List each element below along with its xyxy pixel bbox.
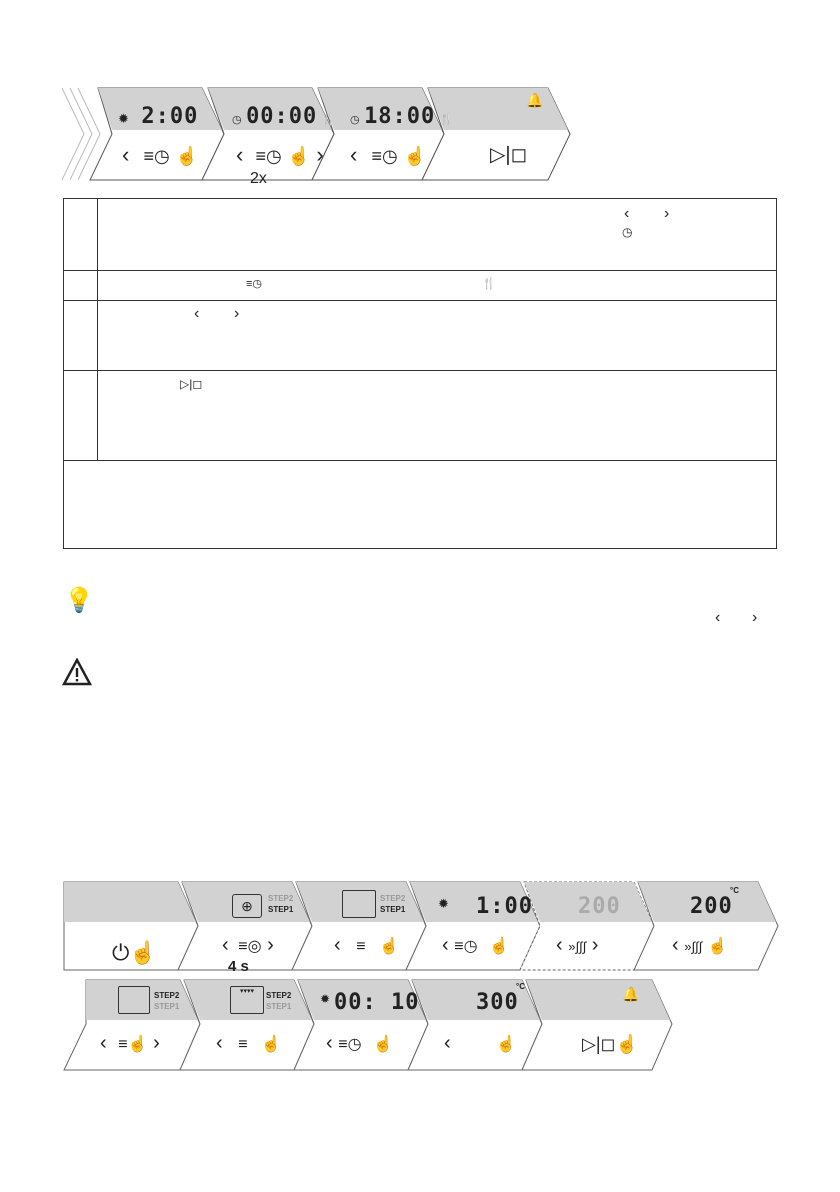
heat-controls — [556, 934, 598, 957]
timer-controls — [442, 934, 509, 957]
step2-label: STEP2 — [380, 894, 406, 903]
touch-hand-icon: ☝ — [373, 1036, 394, 1053]
right-arrow-icon: › — [664, 205, 670, 222]
start-stop-button[interactable]: ▷|◻☝ — [582, 1034, 638, 1054]
clock-icon: ◷ — [622, 225, 633, 239]
touch-hand-icon: ☝ — [287, 146, 311, 166]
clock-icon: ✹ — [438, 896, 449, 911]
step1-label: STEP1 — [380, 905, 406, 914]
timer-icon: ≡◷ — [246, 278, 263, 290]
step2-label: STEP2 — [266, 991, 292, 1000]
top-tile-3-controls — [350, 142, 426, 168]
temp-controls — [444, 1032, 516, 1055]
left-arrow-icon: ‹ — [624, 205, 630, 222]
time-display: 1:00 — [476, 894, 533, 919]
heat-controls — [672, 934, 728, 957]
heat-icon[interactable]: »∫∫∫ — [684, 939, 703, 954]
display-value: 2:00 — [141, 104, 199, 129]
top-sequence-strip — [60, 86, 580, 186]
timer-icon[interactable]: ≡◷ — [371, 146, 398, 166]
top-tile-2-controls — [236, 142, 324, 168]
menu-controls — [216, 1032, 281, 1055]
right-arrow-button[interactable]: › — [316, 142, 324, 167]
left-arrow-button[interactable]: ‹ — [350, 142, 358, 167]
menu-button[interactable]: ≡☝ — [118, 1036, 148, 1053]
left-arrow-button[interactable]: ‹ — [442, 934, 449, 956]
menu-controls — [334, 934, 399, 957]
clock-icon: ✹ — [118, 111, 129, 126]
left-arrow-button[interactable]: ‹ — [216, 1032, 223, 1054]
clock-icon: ◷ — [232, 114, 242, 126]
touch-hand-icon: ☝ — [403, 146, 427, 166]
menu-button[interactable]: ≡ — [238, 1036, 248, 1053]
left-arrow-button[interactable]: ‹ — [556, 934, 563, 956]
left-arrow-button[interactable]: ‹ — [672, 934, 679, 956]
left-arrow-button[interactable]: ‹ — [222, 934, 229, 956]
timer-icon[interactable]: ≡◷ — [255, 146, 282, 166]
top-tile-1-controls — [122, 142, 198, 168]
timer-icon[interactable]: ≡◷ — [454, 938, 478, 955]
display-value: 00:00 — [246, 104, 318, 129]
top-tile-1-display — [118, 104, 198, 129]
bottom-tile-10 — [408, 980, 542, 1070]
table-row — [64, 271, 777, 301]
celsius-unit: °C — [730, 886, 739, 895]
cutlery-icon: 🍴 — [439, 114, 454, 126]
top-tile-2-display — [232, 104, 335, 129]
left-arrow-button[interactable]: ‹ — [326, 1032, 333, 1054]
step2-label: STEP2 — [154, 991, 180, 1000]
step-indicator — [268, 893, 293, 915]
right-arrow-button[interactable]: › — [267, 934, 274, 956]
time-display: 00: 10 — [334, 990, 420, 1015]
oven-cavity-icon — [342, 890, 376, 918]
right-arrow-button[interactable]: › — [153, 1032, 160, 1054]
heat-icon[interactable]: »∫∫∫ — [568, 939, 587, 954]
bell-icon: 🔔 — [622, 986, 640, 1002]
oven-cavity-icon — [118, 986, 150, 1014]
step1-label: STEP1 — [268, 905, 294, 914]
chevron-decoration — [62, 88, 100, 180]
bottom-sequence-strip — [62, 880, 782, 1076]
display-value: 18:00 — [364, 104, 436, 129]
temperature-display: 200 — [690, 894, 733, 919]
step1-label: STEP1 — [266, 1002, 292, 1011]
timer-icon[interactable]: ≡◷ — [143, 146, 170, 166]
right-arrow-icon: › — [234, 305, 240, 322]
warning-icon — [62, 658, 92, 686]
hold-duration-label: 4 s — [228, 958, 249, 975]
start-stop-icon: ▷|◻ — [180, 377, 203, 391]
start-stop-button[interactable]: ▷|◻ — [490, 144, 528, 166]
step-indicator — [154, 990, 179, 1012]
touch-hand-icon: ☝ — [261, 1036, 282, 1053]
touch-hand-icon: ☝ — [379, 938, 400, 955]
press-count-label: 2x — [250, 170, 267, 187]
bell-icon: 🔔 — [526, 92, 544, 108]
left-arrow-icon: ‹ — [715, 609, 721, 626]
left-arrow-icon: ‹ — [194, 305, 200, 322]
steps-table — [63, 198, 777, 549]
left-arrow-button[interactable]: ‹ — [334, 934, 341, 956]
clock-icon: ✹ — [320, 992, 331, 1006]
table-row — [64, 301, 777, 371]
touch-hand-icon: ☝ — [707, 938, 728, 955]
left-arrow-button[interactable]: ‹ — [444, 1032, 451, 1054]
left-arrow-button[interactable]: ‹ — [122, 142, 130, 167]
step-indicator — [380, 893, 405, 915]
timer-icon[interactable]: ≡◷ — [338, 1036, 362, 1053]
left-arrow-button[interactable]: ‹ — [100, 1032, 107, 1054]
menu-button[interactable]: ≡◎ — [238, 938, 262, 955]
temperature-display: 300 — [476, 990, 519, 1015]
menu-controls — [222, 934, 274, 957]
oven-top-heat-icon: ▾▾▾▾ — [230, 986, 264, 1014]
timer-controls — [326, 1032, 393, 1055]
power-button[interactable]: ⏻☝ — [112, 940, 157, 965]
celsius-unit: °C — [516, 982, 525, 991]
clock-icon: ◷ — [350, 114, 360, 126]
temperature-display-dimmed: 200 — [578, 894, 621, 919]
right-arrow-icon: › — [752, 609, 758, 626]
touch-hand-icon: ☝ — [175, 146, 199, 166]
cutlery-icon: 🍴 — [321, 114, 336, 126]
oven-mode-icon: ⊕ — [232, 894, 262, 918]
left-arrow-button[interactable]: ‹ — [236, 142, 244, 167]
step2-label: STEP2 — [268, 894, 294, 903]
menu-button[interactable]: ≡ — [356, 938, 366, 955]
top-tile-4-controls — [490, 142, 527, 167]
top-tile-3-display — [350, 104, 453, 129]
step-indicator — [266, 990, 291, 1012]
cutlery-icon: 🍴 — [482, 278, 496, 290]
table-row — [64, 199, 777, 271]
table-row — [64, 371, 777, 461]
bottom-tile-11 — [522, 980, 672, 1070]
right-arrow-button[interactable]: › — [591, 934, 599, 956]
step1-label: STEP1 — [154, 1002, 180, 1011]
table-row — [64, 461, 777, 549]
menu-controls — [100, 1032, 160, 1055]
lightbulb-icon: 💡 — [64, 587, 94, 614]
touch-hand-icon: ☝ — [496, 1036, 517, 1053]
touch-hand-icon: ☝ — [489, 938, 510, 955]
